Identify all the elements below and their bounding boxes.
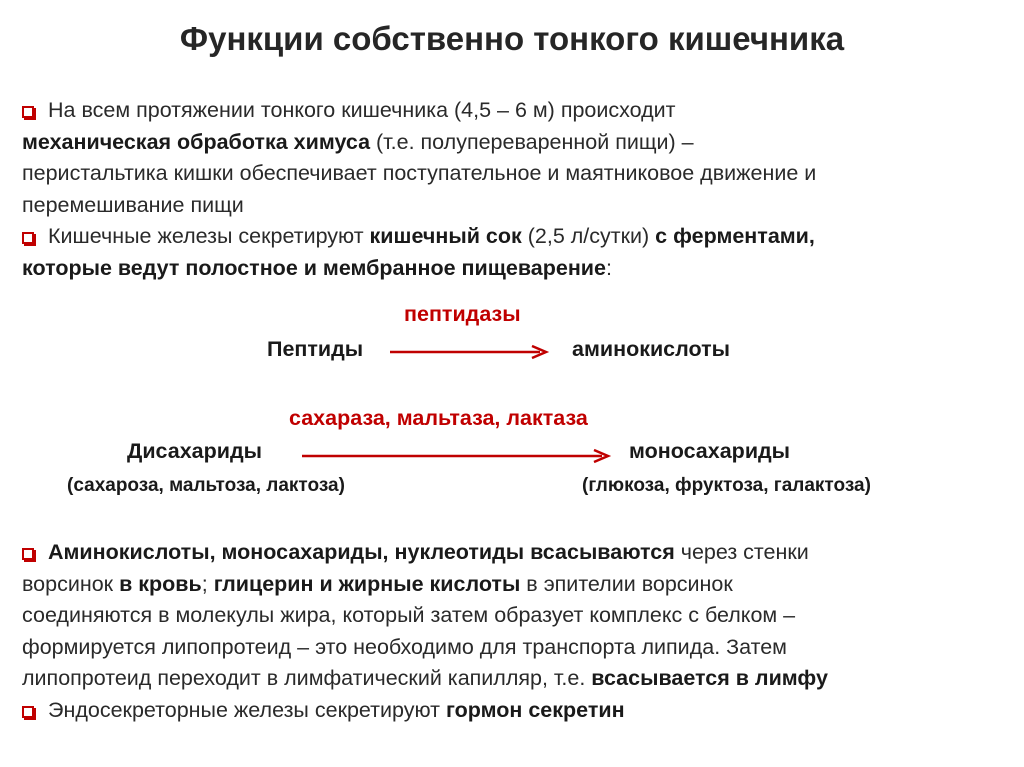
- bullet2-text2: (2,5 л/сутки): [521, 224, 656, 248]
- bullet3-text5: соединяются в молекулы жира, который затем образует комплекс с белком –: [22, 603, 796, 627]
- checkbox-bullet-icon: [22, 106, 34, 118]
- bullet3-text2: ворсинок: [22, 571, 120, 596]
- reaction1-product: аминокислоты: [572, 337, 730, 361]
- intro-bullets: [22, 95, 1012, 284]
- reaction2-product-note: (глюкоза, фруктоза, галактоза): [582, 475, 871, 496]
- checkbox-bullet-icon: [22, 548, 34, 560]
- bullet1-text: На всем протяжении тонкого кишечника (4,5 – 6 м) происходит: [48, 98, 676, 122]
- bullet4-bold: гормон секретин: [445, 697, 625, 722]
- bullet1-text4: перемешивание пищи: [22, 192, 244, 217]
- reaction2-substrate: Дисахариды: [127, 439, 262, 463]
- bullet3-text: через стенки: [674, 540, 809, 564]
- bullet-secretin: [22, 695, 1012, 727]
- bullet2-text3: :: [606, 255, 612, 280]
- absorption-bullets: [22, 537, 1012, 726]
- bullet-mechanical-processing: [22, 95, 1012, 221]
- reaction2-arrow: [302, 449, 622, 463]
- bullet3-bold: Аминокислоты, моносахариды, нуклеотиды всасываются: [48, 540, 675, 564]
- bullet2-bold2: с ферментами,: [655, 224, 815, 248]
- bullet4-text: Эндосекреторные железы секретируют: [48, 697, 446, 722]
- checkbox-bullet-icon: [22, 706, 34, 718]
- reaction1-enzyme: пептидазы: [404, 302, 521, 326]
- reaction2-enzyme: сахараза, мальтаза, лактаза: [289, 406, 588, 430]
- bullet3-bold2: в кровь: [119, 571, 202, 596]
- reaction1-arrow: [390, 345, 550, 359]
- bullet3-bold4: всасывается в лимфу: [591, 666, 828, 690]
- bullet2-text: Кишечные железы секретируют: [48, 224, 370, 248]
- bullet3-text4: в эпителии ворсинок: [520, 571, 733, 596]
- bullet1-bold: механическая обработка химуса: [22, 129, 371, 154]
- slide-title: Функции собственно тонкого кишечника: [179, 20, 845, 57]
- bullet3-text6: формируется липопротеид – это необходимо для транспорта липида. Затем: [22, 634, 787, 659]
- bullet3-text7: липопротеид переходит в лимфатический капилляр, т.е.: [22, 666, 592, 690]
- bullet3-text3: ;: [201, 571, 214, 596]
- reaction2-product: моносахариды: [629, 439, 791, 463]
- reaction2-substrate-note: (сахароза, мальтоза, лактоза): [67, 475, 345, 496]
- reaction1-substrate: Пептиды: [267, 337, 364, 361]
- bullet1-text3: перистальтика кишки обеспечивает поступательное и маятниковое движение и: [22, 161, 817, 185]
- checkbox-bullet-icon: [22, 232, 34, 244]
- bullet1-text2: (т.е. полупереваренной пищи) –: [370, 129, 694, 154]
- bullet3-bold3: глицерин и жирные кислоты: [213, 571, 521, 596]
- bullet-intestinal-juice: [22, 221, 1012, 284]
- bullet2-bold: кишечный сок: [369, 224, 522, 248]
- bullet-absorption: [22, 537, 1012, 695]
- bullet2-bold3: которые ведут полостное и мембранное пищеварение: [22, 255, 606, 280]
